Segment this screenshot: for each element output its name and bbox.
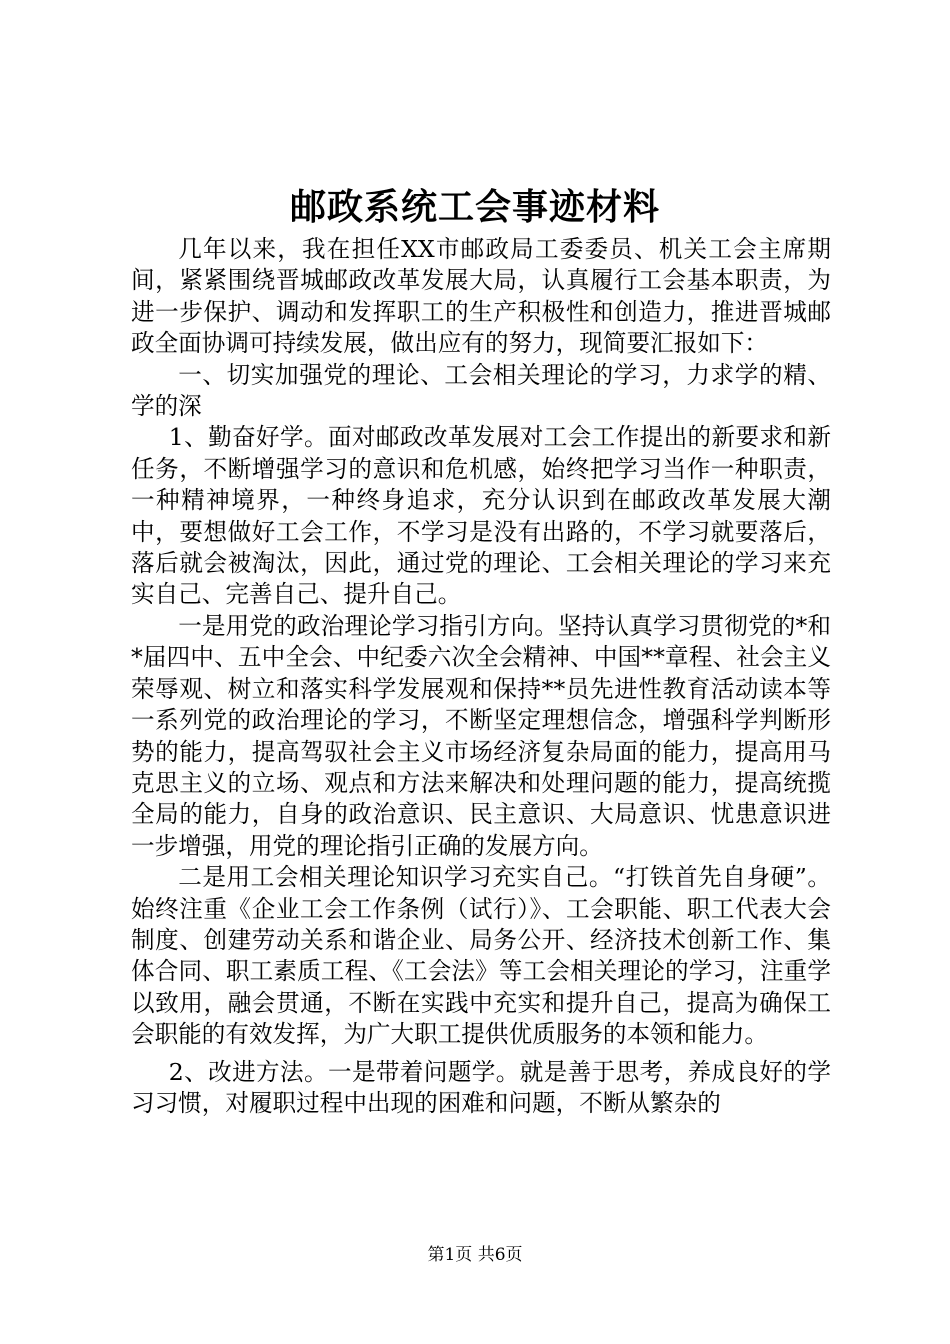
- section-heading-1: 一、切实加强党的理论、工会相关理论的学习，力求学的精、学的深: [131, 360, 831, 421]
- paragraph-intro: 几年以来，我在担任XX市邮政局工委委员、机关工会主席期间，紧紧围绕晋城邮政改革发展大局，认真履行工会基本职责，为进一步保护、调动和发挥职工的生产积极性和创造力，推进晋城邮政全面协调可持续发展，做出应有的努力，现简要汇报如下：: [131, 235, 831, 358]
- paragraph-improve-methods: 2、改进方法。一是带着问题学。就是善于思考，养成良好的学习习惯，对履职过程中出现的困难和问题，不断从繁杂的: [131, 1057, 831, 1117]
- document-title: 邮政系统工会事迹材料: [289, 187, 660, 228]
- paragraph-political-theory: 一是用党的政治理论学习指引方向。坚持认真学习贯彻党的*和*届四中、五中全会、中纪委六次全会精神、中国**章程、社会主义荣辱观、树立和落实科学发展观和保持**员先进性教育活动读本等一系列党的政治理论的学习，不断坚定理想信念，增强科学判断形势的能力，提高驾驭社会主义市场经济复杂局面的能力，提高用马克思主义的立场、观点和方法来解决和处理问题的能力，提高统揽全局的能力，自身的政治意识、民主意识、大局意识、忧患意识进一步增强，用党的理论指引正确的发展方向。: [131, 611, 831, 860]
- paragraph-study-diligently: 1、勤奋好学。面对邮政改革发展对工会工作提出的新要求和新任务，不断增强学习的意识和危机感，始终把学习当作一种职责，一种精神境界，一种终身追求，充分认识到在邮政改革发展大潮中，要想做好工会工作，不学习是没有出路的，不学习就要落后，落后就会被淘汰，因此，通过党的理论、工会相关理论的学习来充实自己、完善自己、提升自己。: [131, 423, 831, 609]
- document-body: [131, 234, 831, 1119]
- page-number-footer: 第1页 共6页: [427, 1245, 523, 1265]
- paragraph-union-theory: 二是用工会相关理论知识学习充实自己。“打铁首先自身硬”。始终注重《企业工会工作条例（试行）》、工会职能、职工代表大会制度、创建劳动关系和谐企业、局务公开、经济技术创新工作、集体合同、职工素质工程、《工会法》等工会相关理论的学习，注重学以致用，融会贯通，不断在实践中充实和提升自己，提高为确保工会职能的有效发挥，为广大职工提供优质服务的本领和能力。: [131, 863, 831, 1049]
